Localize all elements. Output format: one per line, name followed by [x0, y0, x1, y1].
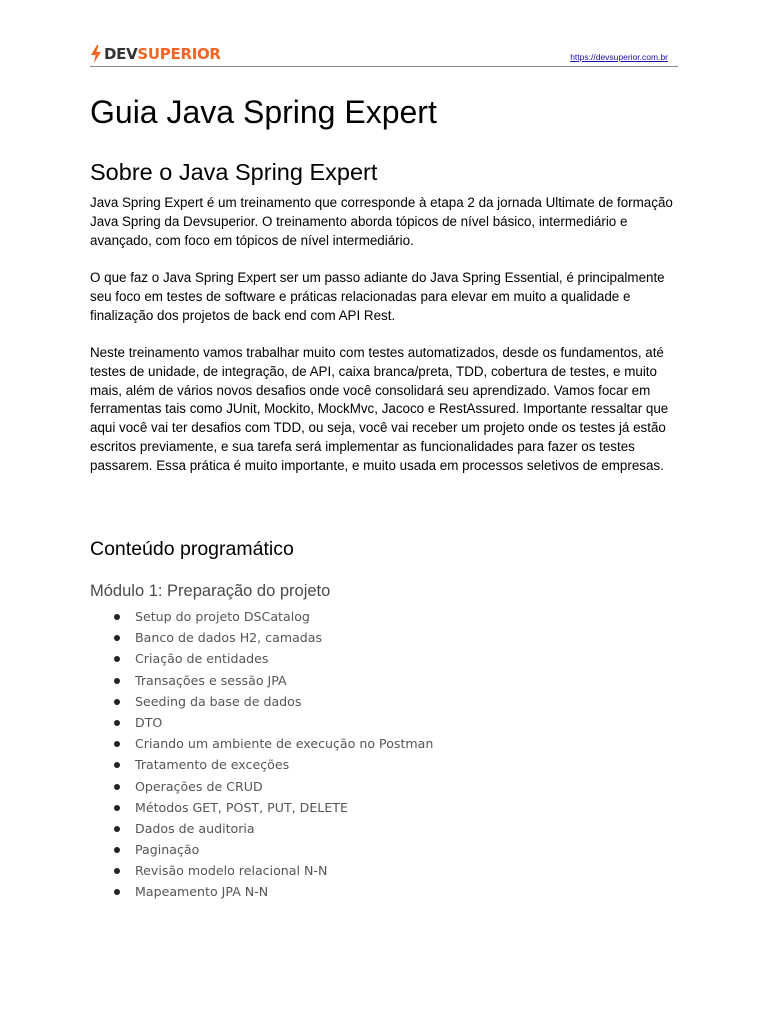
list-item	[110, 818, 433, 839]
list-item-text: Paginação	[135, 842, 200, 858]
bullet-icon	[114, 889, 120, 895]
bullet-icon	[114, 678, 120, 684]
devsuperior-logo	[90, 44, 221, 64]
list-item	[110, 712, 433, 733]
list-item-text: Transações e sessão JPA	[135, 672, 287, 688]
page-title: Guia Java Spring Expert	[90, 94, 437, 130]
list-item	[110, 776, 433, 797]
list-item-text: Seeding da base de dados	[135, 693, 302, 709]
list-item	[110, 881, 433, 902]
list-item	[110, 627, 433, 648]
bullet-icon	[114, 826, 120, 832]
list-item	[110, 733, 433, 754]
list-item-text: Banco de dados H2, camadas	[135, 630, 323, 646]
list-item	[110, 606, 433, 627]
bullet-icon	[114, 741, 120, 747]
list-item-text: DTO	[135, 714, 163, 730]
list-item-text: Métodos GET, POST, PUT, DELETE	[135, 799, 348, 815]
list-item-text: Setup do projeto DSCatalog	[135, 609, 310, 624]
bullet-icon	[114, 868, 120, 874]
logo-text-superior: SUPERIOR	[137, 45, 221, 63]
bullet-icon	[114, 805, 120, 811]
list-item-text: Operações de CRUD	[135, 778, 263, 794]
list-item	[110, 797, 433, 818]
list-item	[110, 648, 433, 669]
list-item-text: Revisão modelo relacional N-N	[135, 863, 328, 879]
module-topic-list	[110, 606, 433, 903]
module-title: Módulo 1: Preparação do projeto	[90, 582, 331, 600]
page-header	[90, 44, 678, 67]
bullet-icon	[114, 762, 120, 768]
paragraph-intro: Java Spring Expert é um treinamento que corresponde à etapa 2 da jornada Ultimate de formação Java Spring da Devsuperior. O treinamento aborda tópicos de nível básico, intermediário e avançado, com foco em tópicos de nível intermediário.	[90, 195, 673, 248]
bullet-icon	[114, 699, 120, 705]
list-item-text: Mapeamento JPA N-N	[135, 884, 269, 900]
logo-text-dev: DEV	[104, 45, 138, 63]
paragraph-testing: Neste treinamento vamos trabalhar muito com testes automatizados, desde os fundamentos, até testes de unidade, de integração, de API, caixa branca/preta, TDD, cobertura de testes, e muito mais, além de vários novos desafios onde você consolidará seu aprendizado. Vamos focar em ferramentas tais como JUnit, Mockito, MockMvc, Jacoco e RestAssured. Importante ressaltar que aqui você vai ter desafios com TDD, ou seja, você vai receber um projeto onde os testes já estão escritos previamente, e sua tarefa será implementar as funcionalidades para fazer os testes passarem. Essa prática é muito importante, e muito usada em processos seletivos de empresas.	[90, 345, 669, 473]
bullet-icon	[114, 635, 120, 641]
bullet-icon	[114, 614, 120, 620]
list-item	[110, 670, 433, 691]
bullet-icon	[114, 847, 120, 853]
lightning-bolt-icon	[90, 45, 102, 63]
bullet-icon	[114, 720, 120, 726]
section-title: Sobre o Java Spring Expert	[90, 159, 378, 185]
list-item	[110, 691, 433, 712]
website-link[interactable]: https://devsuperior.com.br	[570, 52, 668, 62]
content-title: Conteúdo programático	[90, 538, 294, 560]
paragraph-differentiator: O que faz o Java Spring Expert ser um passo adiante do Java Spring Essential, é principalmente seu foco em testes de software e práticas relacionadas para elevar em muito a qualidade e finalização dos projetos de back end com API Rest.	[90, 270, 665, 323]
bullet-icon	[114, 784, 120, 790]
list-item-text: Dados de auditoria	[135, 820, 255, 836]
list-item-text: Criação de entidades	[135, 651, 269, 667]
list-item-text: Criando um ambiente de execução no Postman	[135, 736, 434, 752]
list-item	[110, 860, 433, 881]
list-item	[110, 754, 433, 775]
list-item-text: Tratamento de exceções	[135, 757, 290, 773]
bullet-icon	[114, 656, 120, 662]
list-item	[110, 839, 433, 860]
